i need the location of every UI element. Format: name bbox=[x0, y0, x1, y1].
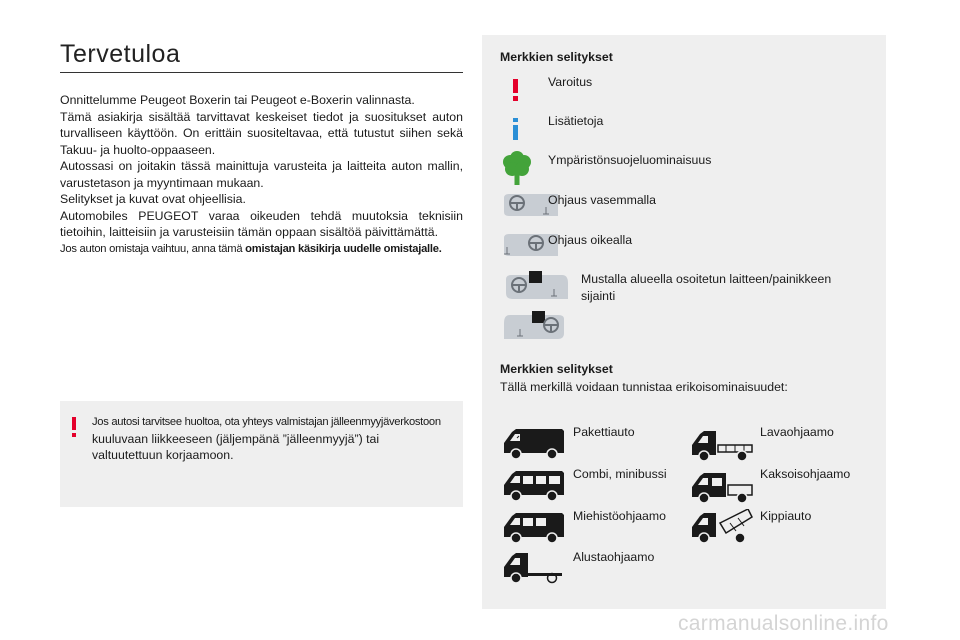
vehicle-legend-title: Merkkien selitykset bbox=[500, 362, 613, 376]
owner-note-bold: omistajan käsikirja uudelle omistajalle. bbox=[245, 242, 442, 255]
minibus-icon bbox=[502, 467, 566, 503]
legend-title: Merkkien selitykset bbox=[500, 50, 613, 64]
vehicle-label-minibus: Combi, minibussi bbox=[573, 467, 667, 481]
vehicle-label-tipper: Kippiauto bbox=[760, 509, 812, 523]
exclamation-icon bbox=[512, 79, 520, 101]
title-divider bbox=[60, 72, 463, 73]
legend-label-info: Lisätietoja bbox=[548, 114, 604, 128]
vehicle-label-crew-cab: Miehistöohjaamo bbox=[573, 509, 666, 523]
intro-paragraph: Selitykset ja kuvat ovat ohjeellisia. bbox=[60, 192, 246, 206]
dropside-truck-icon bbox=[690, 427, 756, 463]
vehicle-label-dropside: Lavaohjaamo bbox=[760, 425, 834, 439]
legend-label-rhd: Ohjaus oikealla bbox=[548, 233, 633, 247]
intro-paragraph: Tämä asiakirja sisältää tarvittavat keskeiset tiedot ja suositukset auton turvalliseen käyttöön. On erittäin suositeltavaa, että tutustut siihen sekä Takuu- ja huolto-oppaaseen. bbox=[60, 109, 463, 157]
legend-label-eco: Ympäristönsuojeluominaisuus bbox=[548, 153, 712, 167]
info-icon bbox=[512, 118, 520, 140]
dashboard-location-icon bbox=[500, 269, 570, 303]
panel-van-icon bbox=[502, 425, 566, 461]
tipper-icon bbox=[690, 509, 756, 545]
watermark: carmanualsonline.info bbox=[678, 612, 889, 635]
legend-label-lhd: Ohjaus vasemmalla bbox=[548, 193, 656, 207]
vehicle-label-panel-van: Pakettiauto bbox=[573, 425, 635, 439]
intro-paragraph: Automobiles PEUGEOT varaa oikeuden tehdä muutoksia teknisiin tietoihin, laitteisiin ja varusteisiin tämän oppaan sisältöä päivittämättä. bbox=[60, 208, 463, 239]
vehicle-legend-subtitle: Tällä merkillä voidaan tunnistaa erikoisominaisuudet: bbox=[500, 380, 788, 394]
intro-paragraph: Autossasi on joitakin tässä mainittuja varusteita ja laitteita auton mallin, varustetason ja myyntimaan mukaan. bbox=[60, 159, 463, 190]
exclamation-icon bbox=[71, 417, 77, 437]
vehicle-label-chassis-cab: Alustaohjaamo bbox=[573, 550, 655, 564]
service-warning-text bbox=[92, 413, 452, 464]
double-cab-icon bbox=[690, 469, 756, 505]
chassis-cab-icon bbox=[502, 549, 566, 585]
service-warning-box bbox=[60, 401, 463, 507]
service-warning-line2: kuuluvaan liikkeeseen (jäljempänä ”jälleenmyyjä”) tai valtuutettuun korjaamoon. bbox=[92, 431, 380, 462]
intro-owner-note bbox=[60, 241, 463, 258]
vehicle-label-double-cab: Kaksoisohjaamo bbox=[760, 467, 851, 481]
crew-cab-van-icon bbox=[502, 509, 566, 545]
dashboard-location-icon bbox=[500, 309, 570, 343]
service-warning-line1: Jos autosi tarvitsee huoltoa, ota yhteys valmistajan jälleenmyyjäverkostoon bbox=[92, 416, 441, 428]
legend-label-location: Mustalla alueella osoitetun laitteen/painikkeen sijainti bbox=[581, 272, 832, 303]
intro-text bbox=[60, 92, 463, 257]
intro-paragraph: Onnittelumme Peugeot Boxerin tai Peugeot e-Boxerin valinnasta. bbox=[60, 93, 415, 107]
tree-icon bbox=[502, 151, 532, 185]
legend-label-warning: Varoitus bbox=[548, 75, 593, 89]
owner-note-text: Jos auton omistaja vaihtuu, anna tämä bbox=[60, 242, 246, 255]
legend-panel bbox=[482, 35, 886, 609]
page-title: Tervetuloa bbox=[60, 40, 181, 68]
